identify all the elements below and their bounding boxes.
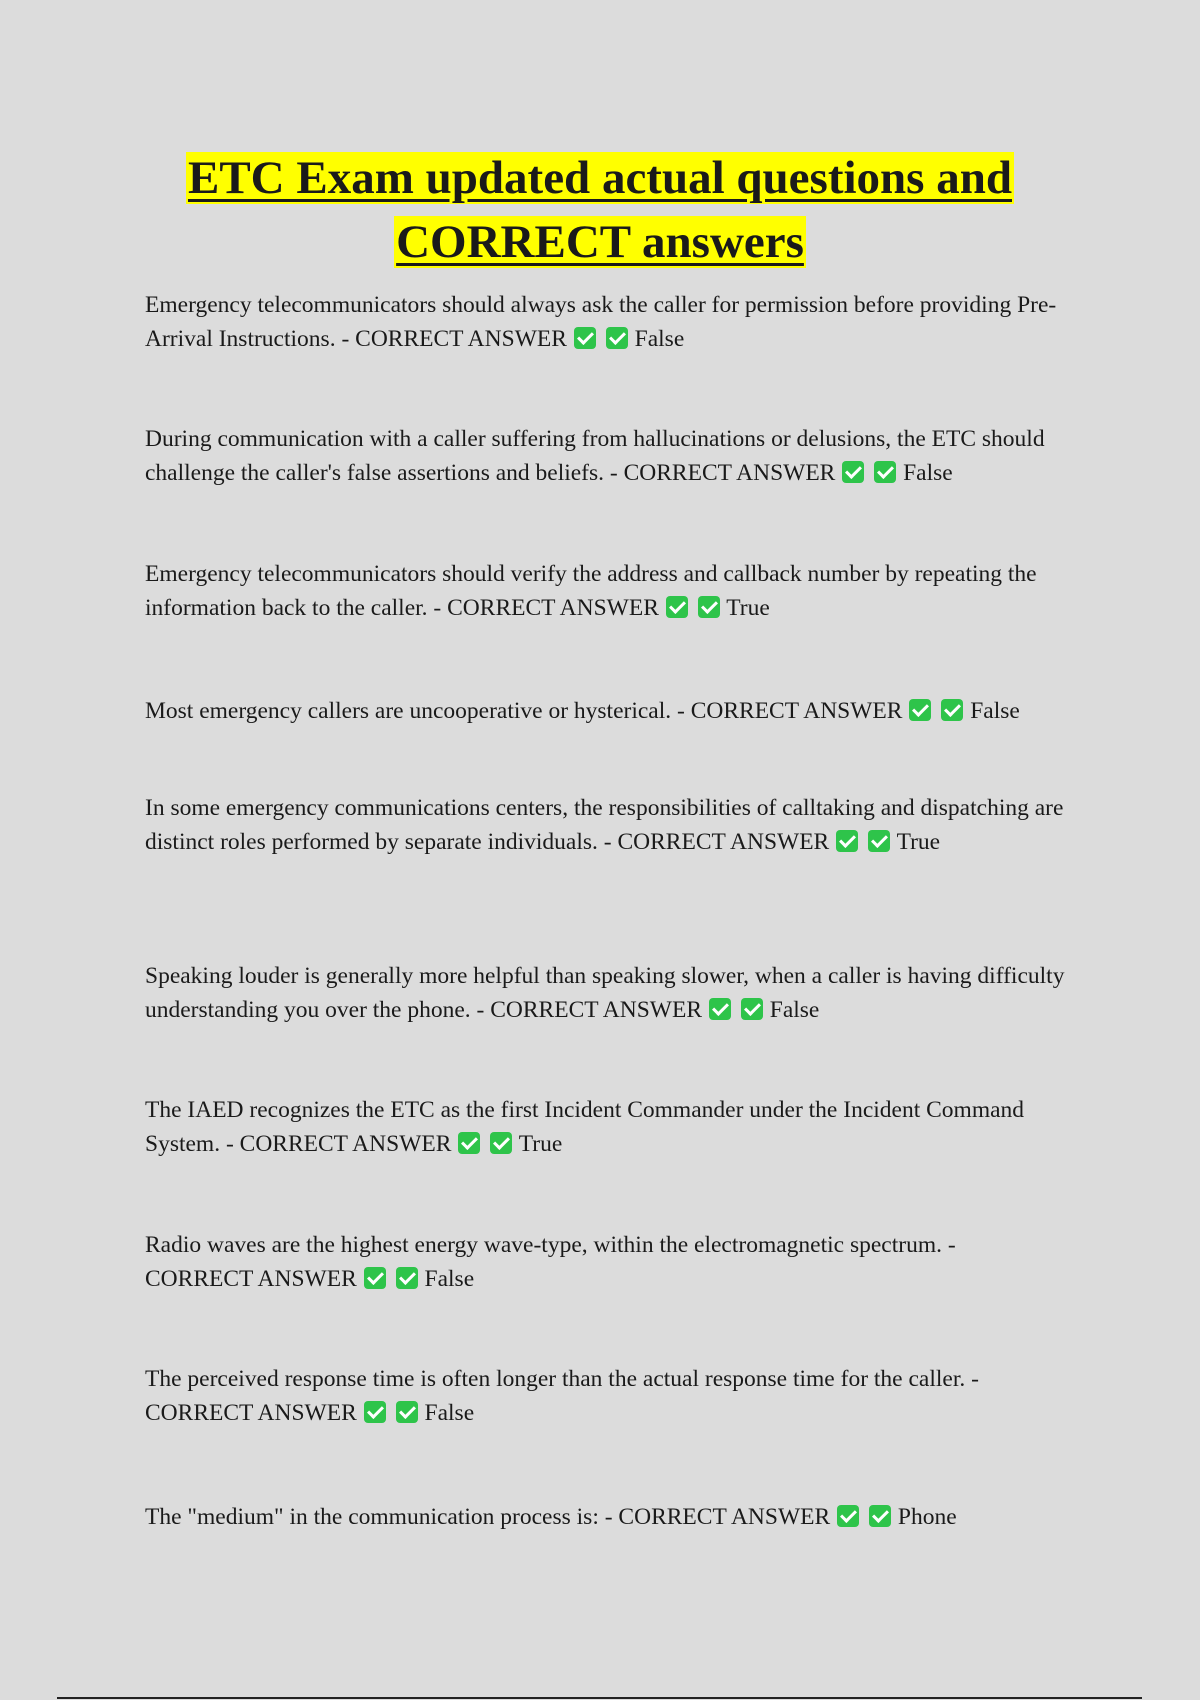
check-mark-icon [698,596,720,618]
question-text: In some emergency communications centers, the responsibilities of calltaking and dispatching are distinct roles performed by separate individuals. - CORRECT ANSWER [145,795,1064,855]
question-text: The IAED recognizes the ETC as the first Incident Commander under the Incident Command System. - CORRECT ANSWER [145,1097,1025,1157]
answer-text: False [424,1400,475,1426]
qa-item [145,288,1065,356]
qa-item [145,422,1065,490]
document-title [100,146,1100,274]
qa-item [145,959,1065,1027]
qa-item [145,791,1065,859]
check-mark-icon [842,461,864,483]
check-mark-icon [837,1505,859,1527]
qa-item [145,557,1065,625]
check-mark-icon [458,1132,480,1154]
answer-text: True [518,1131,563,1157]
check-mark-icon [709,998,731,1020]
check-mark-icon [836,830,858,852]
check-mark-icon [574,327,596,349]
answer-text: False [424,1266,475,1292]
answer-text: True [896,829,941,855]
answer-text: False [769,997,820,1023]
check-mark-icon [869,1505,891,1527]
check-mark-icon [490,1132,512,1154]
question-text: The perceived response time is often longer than the actual response time for the caller. - CORRECT ANSWER [145,1366,979,1426]
question-text: Emergency telecommunicators should verify the address and callback number by repeating the information back to the caller. - CORRECT ANSWER [145,561,1037,621]
check-mark-icon [364,1401,386,1423]
title-line-2: CORRECT answers [396,216,804,268]
answer-text: True [726,595,770,621]
check-mark-icon [941,699,963,721]
check-mark-icon [868,830,890,852]
title-line-1: ETC Exam updated actual questions and [187,152,1012,204]
question-text: The "medium" in the communication process is: - CORRECT ANSWER [145,1504,831,1530]
question-text: Emergency telecommunicators should always ask the caller for permission before providing Pre-Arrival Instructions. - CORRECT ANSWER [145,292,1057,352]
answer-text: Phone [897,1504,957,1530]
check-mark-icon [741,998,763,1020]
check-mark-icon [606,327,628,349]
qa-item [145,1093,1065,1161]
question-text: During communication with a caller suffering from hallucinations or delusions, the ETC should challenge the caller's false assertions and beliefs. - CORRECT ANSWER [145,426,1045,486]
question-text: Speaking louder is generally more helpful than speaking slower, when a caller is having difficulty understanding you over the phone. - CORRECT ANSWER [145,963,1065,1023]
check-mark-icon [666,596,688,618]
qa-item [145,694,1065,728]
check-mark-icon [874,461,896,483]
answer-text: False [903,460,953,486]
question-text: Radio waves are the highest energy wave-type, within the electromagnetic spectrum. - CORRECT ANSWER [145,1232,956,1292]
answer-text: False [634,326,685,352]
qa-item [145,1228,1065,1296]
check-mark-icon [364,1267,386,1289]
check-mark-icon [396,1267,418,1289]
question-text: Most emergency callers are uncooperative or hysterical. - CORRECT ANSWER [145,698,903,724]
check-mark-icon [909,699,931,721]
answer-text: False [970,698,1020,724]
check-mark-icon [396,1401,418,1423]
footer-divider [57,1697,1142,1699]
qa-item [145,1500,1065,1534]
qa-item [145,1362,1065,1430]
